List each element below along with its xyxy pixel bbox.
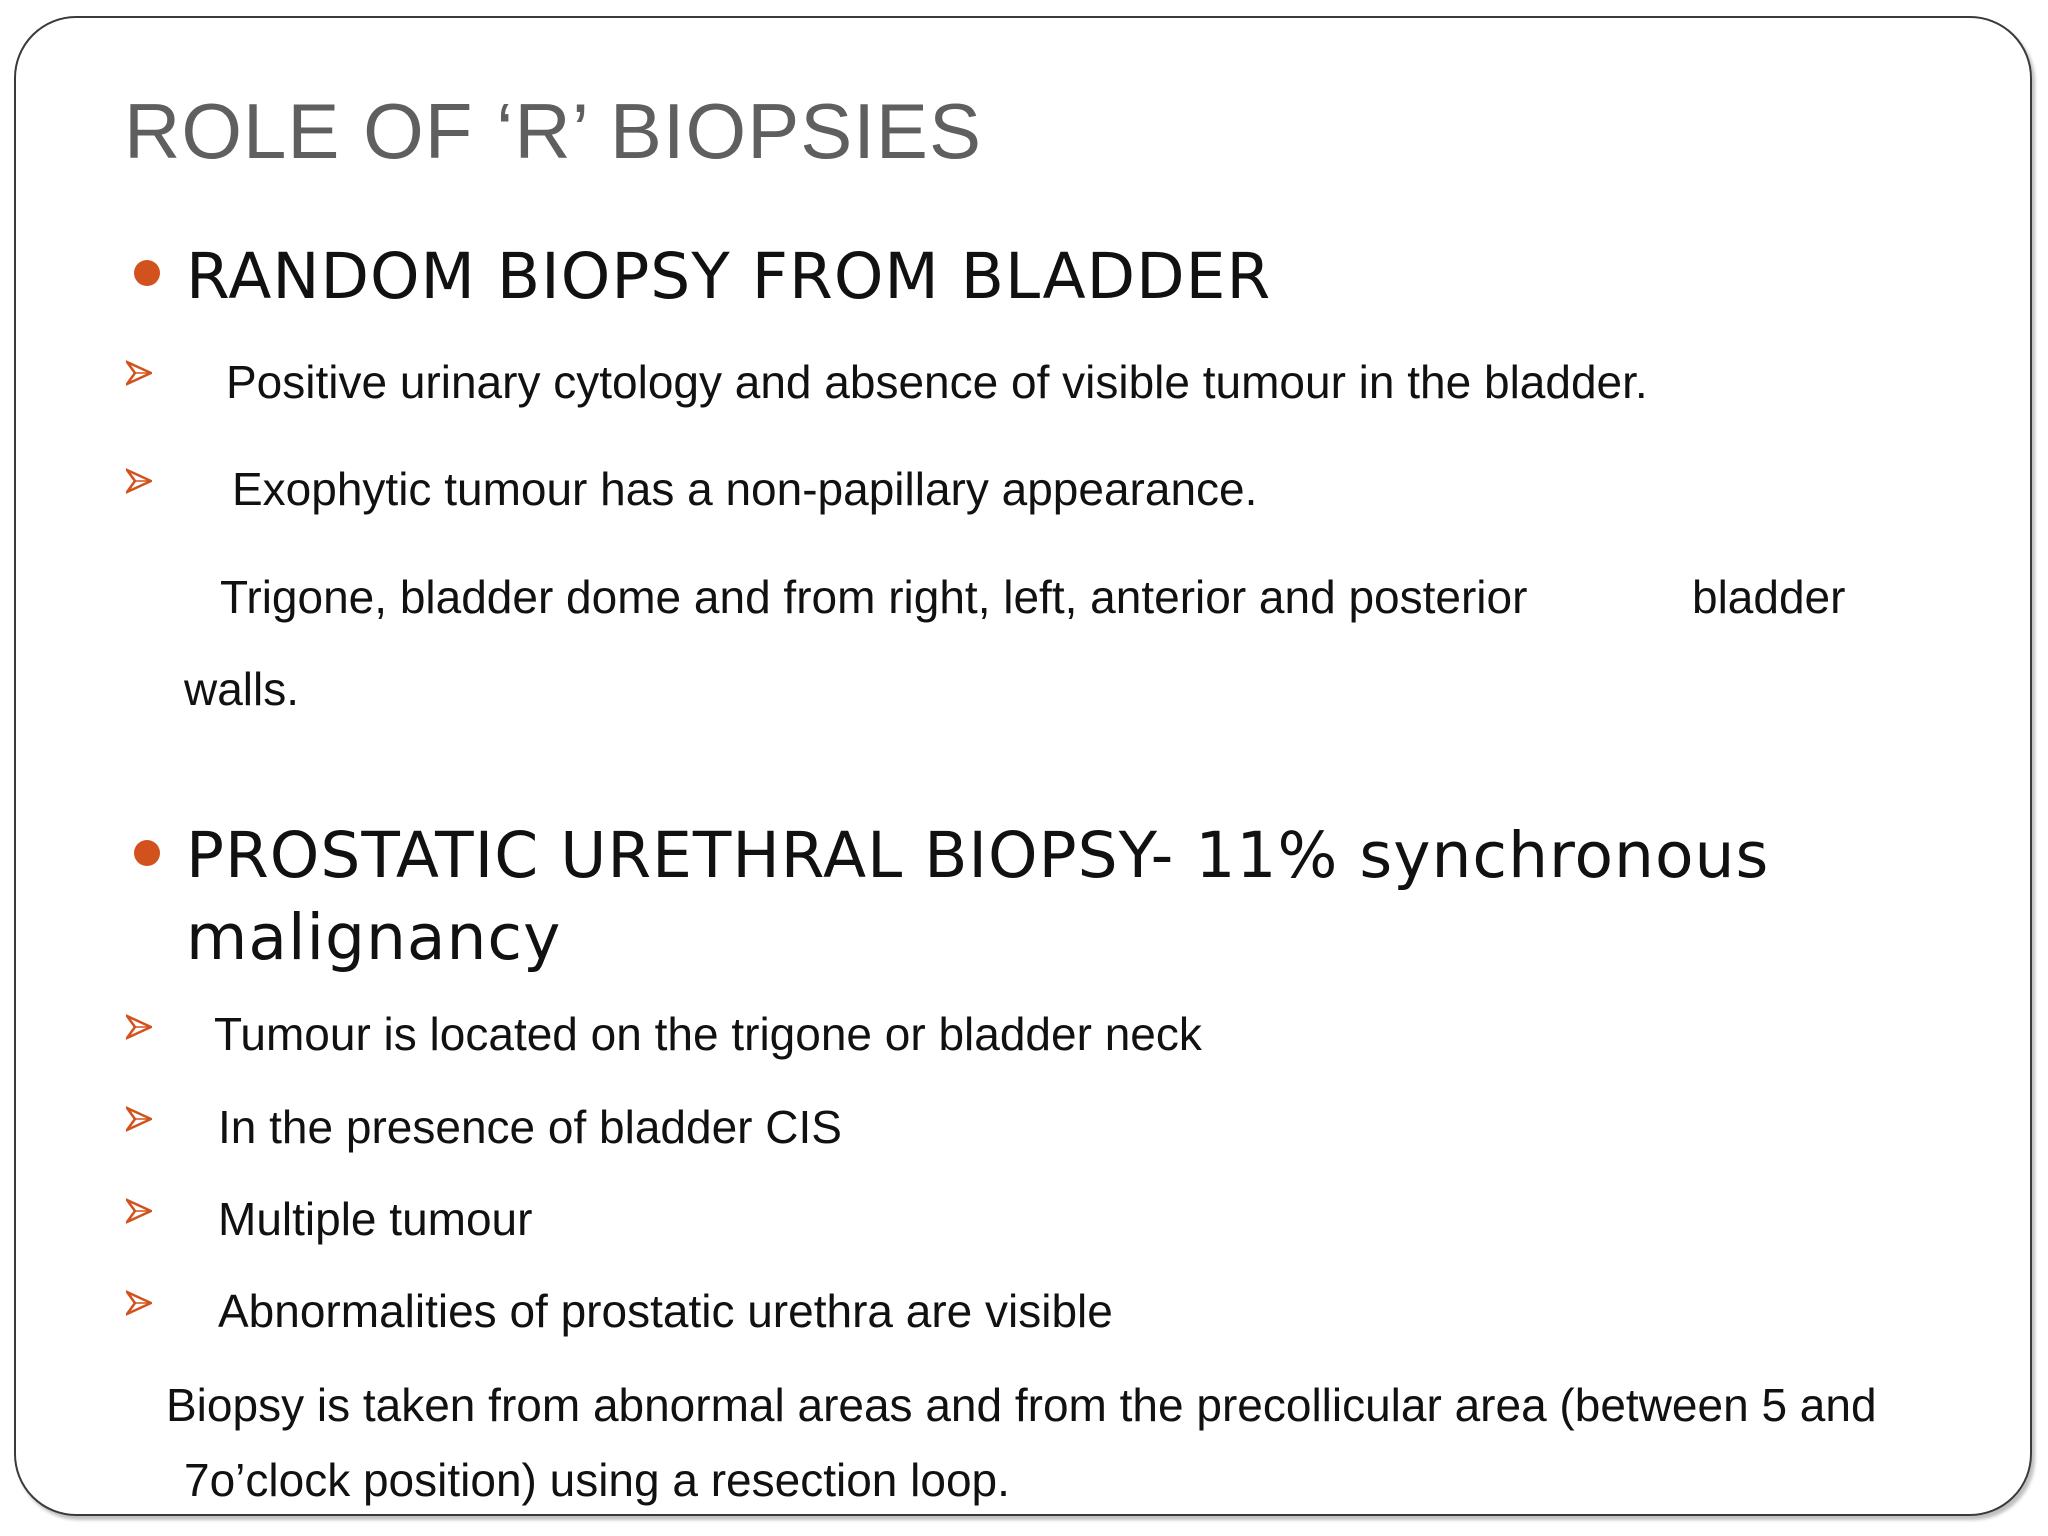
slide-title: ROLE OF ‘R’ BIOPSIES	[124, 87, 982, 175]
list-item: In the presence of bladder CIS	[218, 1101, 842, 1153]
section-heading-random-biopsy: RANDOM BIOPSY FROM BLADDER	[186, 240, 1272, 313]
list-item: Multiple tumour	[218, 1193, 533, 1245]
arrow-bullet-icon	[126, 1290, 152, 1316]
arrow-bullet-icon	[126, 1106, 152, 1132]
note-line: Biopsy is taken from abnormal areas and from the precollicular area (between 5 and	[166, 1379, 1877, 1431]
arrow-bullet-icon	[126, 360, 152, 386]
note-line-end: bladder	[1692, 571, 1846, 623]
section-heading-prostatic-biopsy-cont: malignancy	[186, 901, 562, 974]
list-item: Positive urinary cytology and absence of visible tumour in the bladder.	[226, 356, 1648, 408]
list-item: Abnormalities of prostatic urethra are visible	[218, 1285, 1113, 1337]
note-line: Trigone, bladder dome and from right, left, anterior and posterior	[220, 571, 1528, 623]
list-item: Exophytic tumour has a non-papillary appearance.	[232, 463, 1258, 515]
arrow-bullet-icon	[126, 468, 152, 494]
note-line: 7o’clock position) using a resection loop.	[184, 1454, 1010, 1506]
note-line: walls.	[184, 663, 300, 715]
list-item: Tumour is located on the trigone or bladder neck	[214, 1008, 1202, 1060]
bullet-dot-icon	[134, 260, 160, 286]
bullet-dot-icon	[134, 840, 160, 866]
section-heading-prostatic-biopsy: PROSTATIC URETHRAL BIOPSY- 11% synchronous	[186, 819, 1770, 892]
arrow-bullet-icon	[126, 1014, 152, 1040]
arrow-bullet-icon	[126, 1198, 152, 1224]
